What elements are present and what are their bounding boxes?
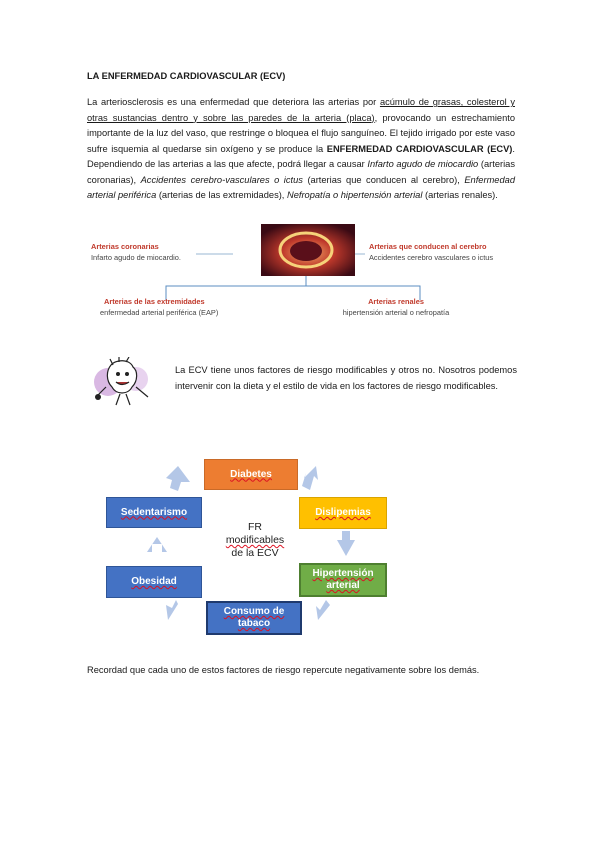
center-line: de la ECV (231, 547, 279, 559)
text-run: . Dependiendo de las arterias a las que afecte, podrá llegar a causar (87, 143, 515, 169)
text-run: (arterias renales). (422, 190, 498, 200)
box-label: Sedentarismo (120, 506, 188, 518)
text-run: (arterias de las extremidades), (156, 190, 287, 200)
document-title: LA ENFERMEDAD CARDIOVASCULAR (ECV) (87, 71, 286, 81)
center-line: FR (248, 521, 262, 533)
risk-factors-paragraph: La ECV tiene unos factores de riesgo modificables y otros no. Nosotros podemos intervenir con la dieta y el estilo de vida en los factores de riesgo modificables. (175, 365, 517, 391)
label-title: Arterias que conducen al cerebro (369, 242, 487, 251)
arrow-icon (302, 466, 318, 490)
label-text: Accidentes cerebro vasculares o ictus (369, 253, 494, 262)
label-text: hipertensión arterial o nefropatía (342, 308, 450, 317)
italic-text: Infarto agudo de miocardio (367, 159, 479, 169)
arrow-icon (342, 531, 350, 541)
box-label: Dislipemias (315, 507, 371, 518)
label-text: Infarto agudo de miocardio. (91, 253, 181, 262)
sedentarismo-box (106, 497, 202, 528)
italic-text: Nefropatía o hipertensión arterial (286, 190, 423, 200)
label-title: Arterias coronarias (91, 242, 159, 251)
italic-text: Accidentes cerebro-vasculares o ictus (140, 174, 303, 185)
arrow-icon (316, 600, 330, 620)
box-label: Obesidad (131, 576, 177, 587)
label-title: Arterias renales (368, 297, 424, 306)
text-run: La arteriosclerosis es una enfermedad que deteriora las arterias por (87, 97, 380, 107)
underlined-text: acúmulo de grasas, colesterol y otras sustancias dentro y sobre las paredes de la arteria (placa) (87, 97, 515, 123)
obesidad-box (106, 566, 202, 598)
arrow-icon (147, 537, 167, 552)
tabaco-box (206, 601, 302, 635)
dislipemias-box (299, 497, 387, 529)
italic-text: Enfermedad arterial periférica (87, 174, 515, 200)
arrow-icon (337, 540, 355, 556)
text-run: (arterias que conducen al cerebro), (302, 174, 465, 185)
hipertension-box (299, 563, 387, 597)
cycle-center-label (214, 521, 296, 560)
center-line: modificables (225, 534, 285, 546)
footer-note: Recordad que cada uno de estos factores de riesgo repercute negativamente sobre los demás. (87, 665, 480, 675)
text-run: (arterias coronarias), (87, 159, 515, 185)
arrow-icon (166, 600, 178, 620)
label-text: enfermedad arterial periférica (EAP) (100, 308, 219, 317)
box-label: Consumo de tabaco (223, 606, 285, 629)
text-run: , provocando un estrechamiento importante de la luz del vaso, que restringe o bloquea el flujo sanguíneo. El tejido irrigado por este vaso sufre isquemia al quedarse sin oxígeno y se produce la (87, 112, 515, 154)
arrow-icon (166, 466, 190, 491)
bold-text: ENFERMEDAD CARDIOVASCULAR (ECV) (326, 143, 513, 154)
diabetes-box (204, 459, 298, 490)
label-title: Arterias de las extremidades (104, 297, 205, 306)
box-label: Diabetes (230, 468, 272, 480)
box-label: Hipertensión arterial (312, 568, 374, 591)
